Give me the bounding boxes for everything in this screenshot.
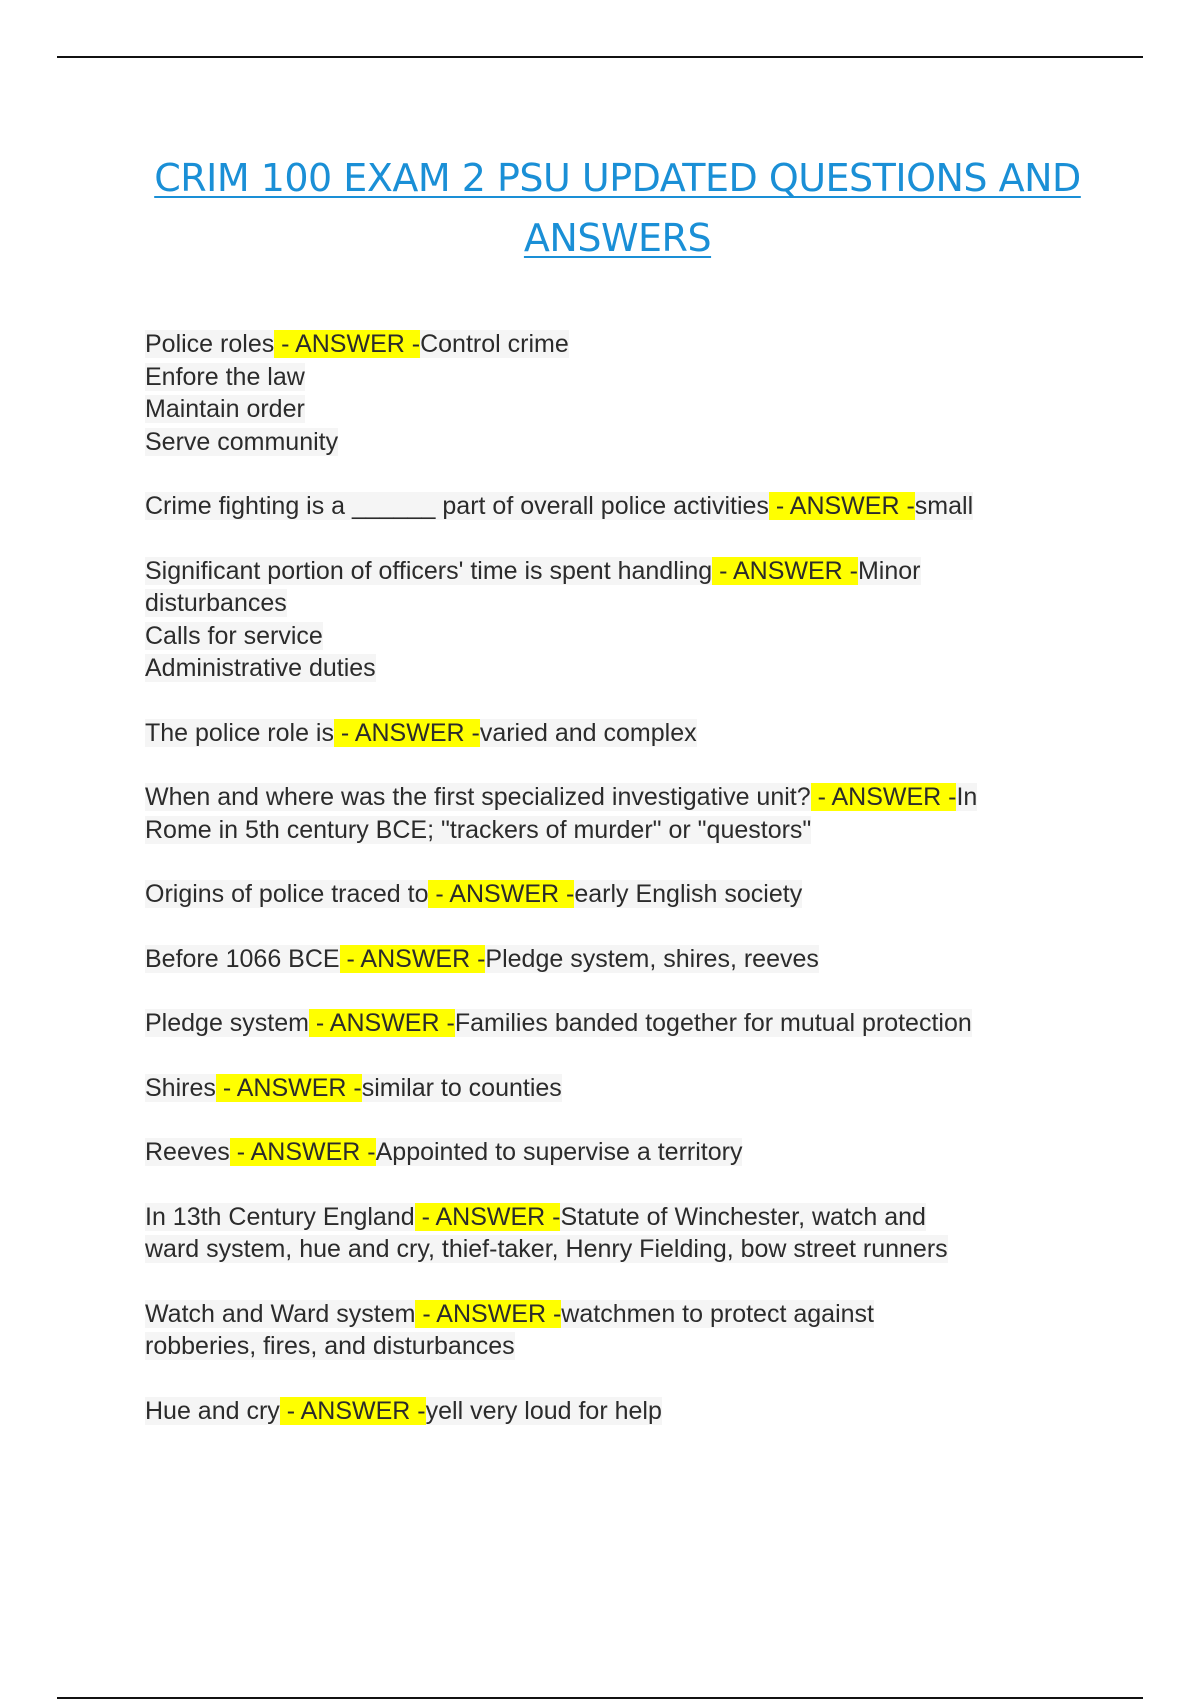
answer-text: yell very loud for help bbox=[425, 1396, 662, 1425]
answer-continuation-text: robberies, fires, and disturbances bbox=[145, 1332, 515, 1360]
answer-marker: - ANSWER - bbox=[768, 492, 915, 520]
qa-item bbox=[145, 1201, 1105, 1266]
qa-item bbox=[145, 555, 1105, 685]
answer-marker: - ANSWER - bbox=[415, 1299, 562, 1328]
question-text: Hue and cry bbox=[145, 1396, 280, 1425]
answer-text: Families banded together for mutual protection bbox=[454, 1009, 972, 1037]
answer-continuation-line bbox=[145, 393, 1105, 426]
answer-marker: - ANSWER - bbox=[428, 880, 575, 908]
qa-first-line bbox=[145, 878, 1105, 911]
qa-first-line bbox=[145, 781, 1105, 814]
answer-continuation-line bbox=[145, 1330, 1105, 1363]
answer-continuation-line bbox=[145, 1233, 1105, 1266]
answer-marker: - ANSWER - bbox=[279, 1396, 426, 1425]
qa-list bbox=[145, 328, 1105, 1459]
qa-item bbox=[145, 943, 1105, 976]
answer-text: varied and complex bbox=[479, 718, 697, 747]
qa-item bbox=[145, 1136, 1105, 1169]
qa-first-line bbox=[145, 943, 1105, 976]
answer-text: Pledge system, shires, reeves bbox=[485, 944, 819, 973]
qa-item bbox=[145, 781, 1105, 846]
answer-continuation-text: disturbances bbox=[145, 589, 287, 617]
question-text: Origins of police traced to bbox=[145, 880, 429, 908]
qa-first-line bbox=[145, 1201, 1105, 1234]
question-text: Pledge system bbox=[145, 1009, 309, 1037]
qa-item bbox=[145, 1007, 1105, 1040]
question-text: In 13th Century England bbox=[145, 1202, 415, 1231]
question-text: When and where was the first specialized investigative unit? bbox=[145, 783, 811, 811]
footer-rule bbox=[57, 1697, 1143, 1699]
answer-marker: - ANSWER - bbox=[274, 330, 421, 358]
answer-text: Appointed to supervise a territory bbox=[375, 1138, 743, 1166]
qa-first-line bbox=[145, 1136, 1105, 1169]
answer-continuation-text: Rome in 5th century BCE; "trackers of murder" or "questors" bbox=[145, 815, 812, 844]
question-text: Before 1066 BCE bbox=[145, 944, 340, 973]
qa-first-line bbox=[145, 490, 1105, 523]
answer-marker: - ANSWER - bbox=[339, 944, 486, 973]
answer-text: Statute of Winchester, watch and bbox=[560, 1202, 926, 1231]
question-text: Crime fighting is a ______ part of overall police activities bbox=[145, 492, 769, 520]
answer-marker: - ANSWER - bbox=[308, 1009, 455, 1037]
qa-first-line bbox=[145, 1395, 1105, 1428]
qa-item bbox=[145, 878, 1105, 911]
qa-first-line bbox=[145, 328, 1105, 361]
answer-marker: - ANSWER - bbox=[333, 718, 480, 747]
qa-first-line bbox=[145, 1007, 1105, 1040]
question-text: Reeves bbox=[145, 1138, 230, 1166]
question-text: Significant portion of officers' time is spent handling bbox=[145, 556, 713, 585]
answer-continuation-text: Serve community bbox=[145, 427, 339, 456]
qa-item bbox=[145, 1298, 1105, 1363]
header-rule bbox=[57, 56, 1143, 58]
answer-continuation-text: Calls for service bbox=[145, 621, 323, 650]
answer-text: small bbox=[914, 492, 974, 520]
answer-continuation-text: Administrative duties bbox=[145, 654, 376, 682]
answer-continuation-line bbox=[145, 620, 1105, 653]
answer-continuation-line bbox=[145, 587, 1105, 620]
answer-continuation-line bbox=[145, 361, 1105, 394]
qa-item bbox=[145, 1395, 1105, 1428]
answer-text: early English society bbox=[574, 880, 803, 908]
qa-item bbox=[145, 1072, 1105, 1105]
answer-text: Control crime bbox=[420, 330, 569, 358]
question-text: Police roles bbox=[145, 330, 275, 358]
answer-continuation-line bbox=[145, 814, 1105, 847]
answer-continuation-text: Enfore the law bbox=[145, 362, 305, 391]
answer-text: similar to counties bbox=[361, 1073, 562, 1102]
qa-first-line bbox=[145, 1298, 1105, 1331]
answer-continuation-line bbox=[145, 652, 1105, 685]
qa-item bbox=[145, 328, 1105, 458]
qa-item bbox=[145, 717, 1105, 750]
question-text: Watch and Ward system bbox=[145, 1299, 416, 1328]
qa-first-line bbox=[145, 717, 1105, 750]
answer-continuation-text: Maintain order bbox=[145, 395, 305, 423]
answer-text: In bbox=[956, 783, 978, 811]
answer-marker: - ANSWER - bbox=[712, 556, 858, 585]
answer-marker: - ANSWER - bbox=[229, 1138, 376, 1166]
qa-first-line bbox=[145, 555, 1105, 588]
question-text: The police role is bbox=[145, 718, 334, 747]
answer-continuation-text: ward system, hue and cry, thief-taker, Henry Fielding, bow street runners bbox=[145, 1235, 948, 1263]
answer-text: watchmen to protect against bbox=[561, 1299, 874, 1328]
answer-marker: - ANSWER - bbox=[215, 1073, 362, 1102]
document-title: CRIM 100 EXAM 2 PSU UPDATED QUESTIONS AND ANSWERS bbox=[154, 156, 1081, 260]
answer-marker: - ANSWER - bbox=[414, 1202, 561, 1231]
qa-item bbox=[145, 490, 1105, 523]
answer-continuation-line bbox=[145, 426, 1105, 459]
answer-text: Minor bbox=[857, 556, 921, 585]
question-text: Shires bbox=[145, 1073, 216, 1102]
qa-first-line bbox=[145, 1072, 1105, 1105]
answer-marker: - ANSWER - bbox=[810, 783, 957, 811]
